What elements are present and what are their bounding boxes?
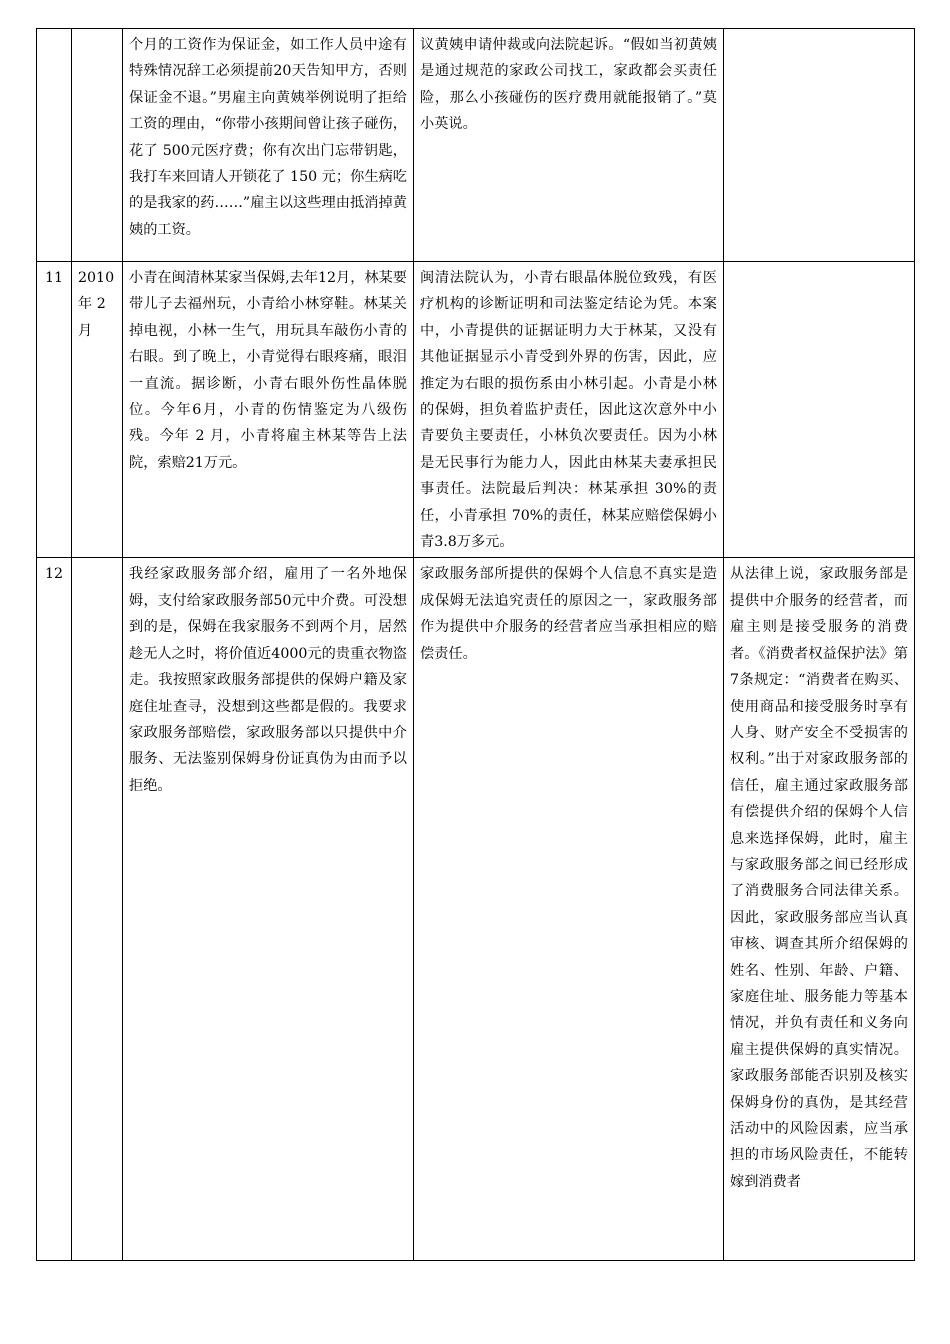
case-description-cell: 小青在闽清林某家当保姆,去年12月，林某要带儿子去福州玩，小青给小林穿鞋。林某关掉电视，小林一生气，用玩具车敲伤小青的右眼。到了晚上，小青觉得右眼疼痛，眼泪一直流。据诊断，小青右眼外伤性晶体脱位。今年6月，小青的伤情鉴定为八级伤残。今年 2 月，小青将雇主林某等告上法院，索赔21万元。 <box>123 262 414 558</box>
case-analysis-cell <box>724 262 915 558</box>
case-date-cell <box>72 29 123 262</box>
case-result-cell: 家政服务部所提供的保姆个人信息不真实是造成保姆无法追究责任的原因之一，家政服务部作为提供中介服务的经营者应当承担相应的赔偿责任。 <box>414 558 724 1261</box>
case-analysis-cell <box>724 558 915 1261</box>
case-description-cell: 我经家政服务部介绍，雇用了一名外地保姆，支付给家政服务部50元中介费。可没想到的是，保姆在我家服务不到两个月，居然趁无人之时，将价值近4000元的贵重衣物盗走。我按照家政服务部提供的保姆户籍及家庭住址查寻，没想到这些都是假的。我要求家政服务部赔偿，家政服务部以只提供中介服务、无法鉴别保姆身份证真伪为由而予以拒绝。 <box>123 558 414 1261</box>
case-result-cell: 闽清法院认为，小青右眼晶体脱位致残，有医疗机构的诊断证明和司法鉴定结论为凭。本案中，小青提供的证据证明力大于林某，又没有其他证据显示小青受到外界的伤害，因此，应推定为右眼的损伤系由小林引起。小青是小林的保姆，担负着监护责任，因此这次意外中小青要负主要责任，小林负次要责任。因为小林是无民事行为能力人，因此由林某夫妻承担民事责任。法院最后判决：林某承担 30%的责任，小青承担 70%的责任，林某应赔偿保姆小青3.8万多元。 <box>414 262 724 558</box>
table-row <box>37 558 915 1261</box>
case-analysis-cell <box>724 29 915 262</box>
table-row <box>37 262 915 558</box>
case-result-cell: 议黄姨申请仲裁或向法院起诉。“假如当初黄姨是通过规范的家政公司找工，家政都会买责任险，那么小孩碰伤的医疗费用就能报销了。”莫小英说。 <box>414 29 724 262</box>
case-number-cell: 12 <box>37 558 72 1261</box>
case-date-cell <box>72 558 123 1261</box>
case-description-cell: 个月的工资作为保证金，如工作人员中途有特殊情况辞工必须提前20天告知甲方，否则保证金不退。”男雇主向黄姨举例说明了拒给工资的理由，“你带小孩期间曾让孩子碰伤，花了 500元医疗费；你有次出门忘带钥匙，我打车来回请人开锁花了 150 元；你生病吃的是我家的药……”雇主以这些理由抵消掉黄姨的工资。 <box>123 29 414 262</box>
case-date-cell: 2010年 2月 <box>72 262 123 558</box>
case-analysis-text: 从法律上说，家政服务部是提供中介服务的经营者，而雇主则是接受服务的消费者。《消费者权益保护法》第7条规定：“消费者在购买、使用商品和接受服务时享有人身、财产安全不受损害的权利。”出于对家政服务部的信任，雇主通过家政服务部有偿提供介绍的保姆个人信息来选择保姆，此时，雇主与家政服务部之间已经形成了消费服务合同法律关系。因此，家政服务部应当认真审核、调查其所介绍保姆的姓名、性别、年龄、户籍、家庭住址、服务能力等基本情况，并负有责任和义务向雇主提供保姆的真实情况。家政服务部能否识别及核实保姆身份的真伪，是其经营活动中的风险因素，应当承担的市场风险责任，不能转嫁到消费者 <box>730 566 908 1190</box>
table-row <box>37 29 915 262</box>
cases-table <box>36 28 915 1261</box>
case-number-cell <box>37 29 72 262</box>
case-number-cell: 11 <box>37 262 72 558</box>
